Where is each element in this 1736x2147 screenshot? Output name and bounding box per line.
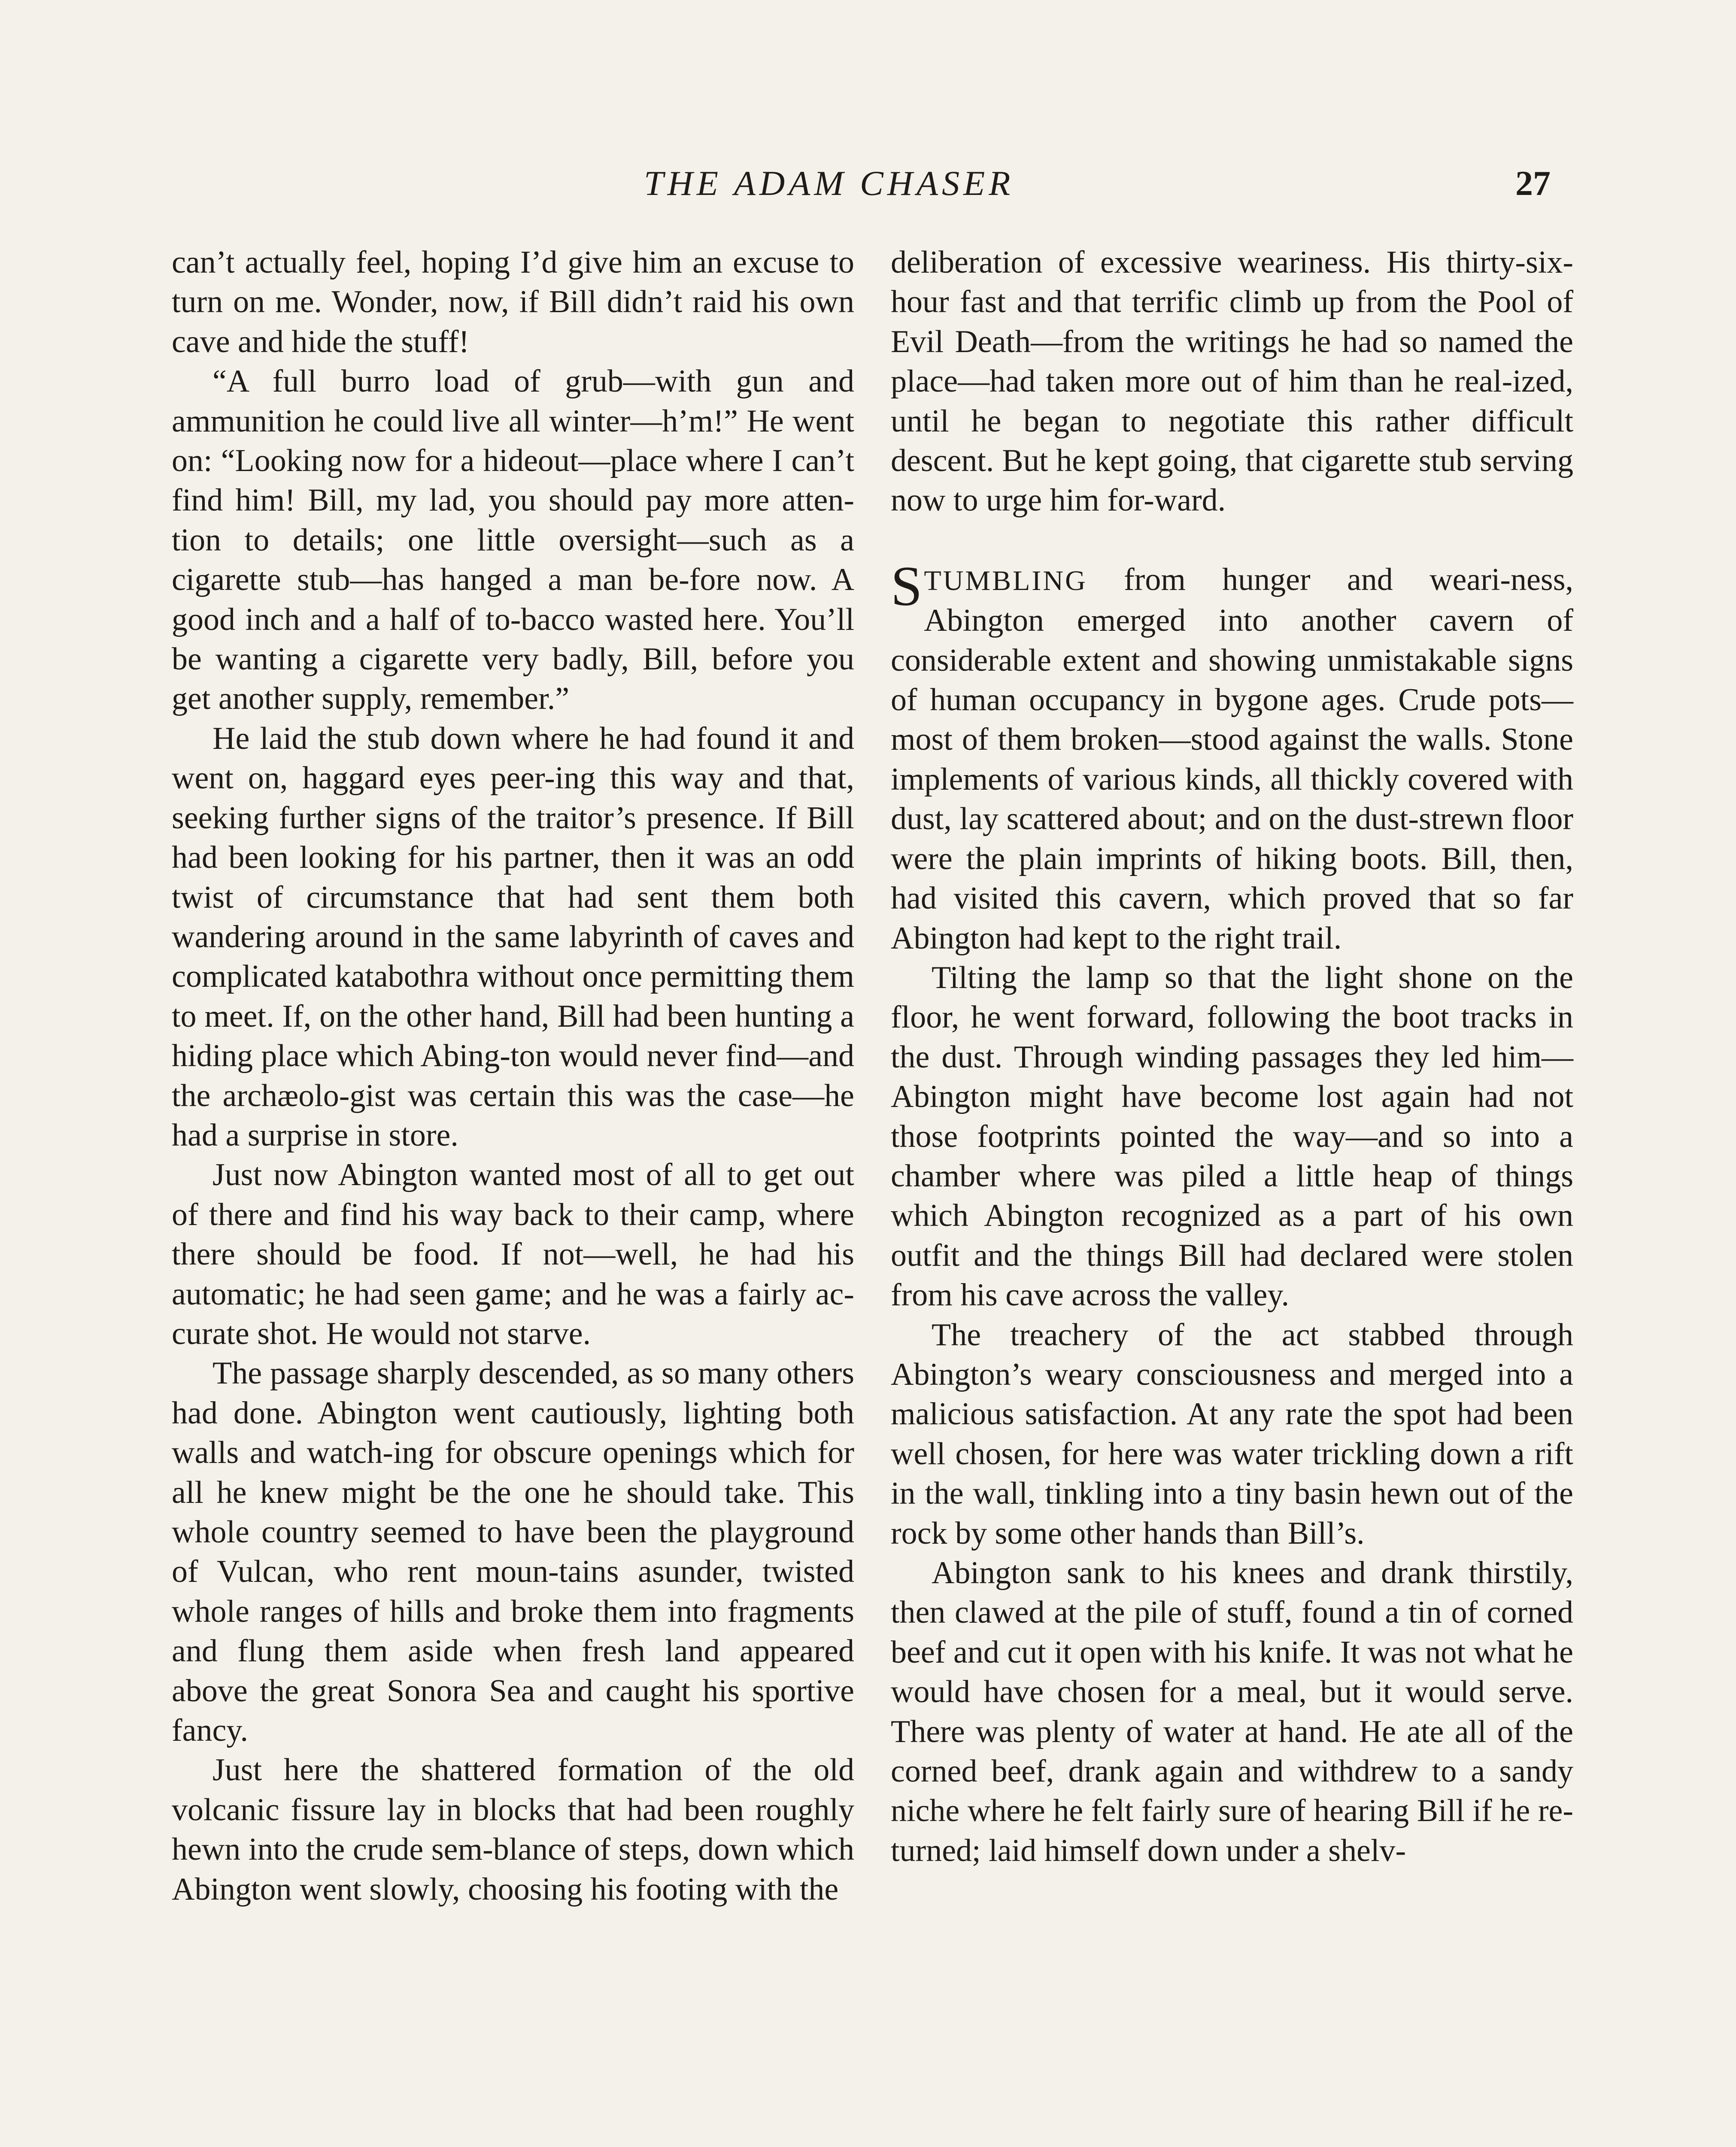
page-number: 27: [1515, 164, 1551, 203]
right-column: [891, 243, 1573, 1870]
paragraph: can’t actually feel, hoping I’d give him an excuse to turn on me. Wonder, now, if Bill didn’t raid his own cave and hide the stuff!: [172, 245, 854, 359]
section-opening-paragraph: [891, 554, 1573, 958]
paragraph: The treachery of the act stabbed through Abington’s weary consciousness and merged into a malicious satisfaction. At any rate the spot had been well chosen, for here was water trickling down a rift in the wall, tinkling into a tiny basin hewn out of the rock by some other hands than Bill’s.: [891, 1317, 1573, 1551]
paragraph-text: from hunger and weari-ness, Abington emerged into another cavern of considerable extent and showing unmistakable signs of human occupancy in bygone ages. Crude pots—most of them broken—stood against the walls. Stone implements of various kinds, all thickly covered with dust, lay scattered about; and on the dust-strewn floor were the plain imprints of hiking boots. Bill, then, had visited this cavern, which proved that so far Abington had kept to the right trail.: [891, 562, 1573, 956]
paragraph: He laid the stub down where he had found it and went on, haggard eyes peer-ing this way and that, seeking further signs of the traitor’s presence. If Bill had been looking for his partner, then it was an odd twist of circumstance that had sent them both wandering around in the same labyrinth of caves and complicated katabothra without once permitting them to meet. If, on the other hand, Bill had been hunting a hiding place which Abing-ton would never find—and the archæolo-gist was certain this was the case—he had a surprise in store.: [172, 721, 854, 1153]
small-caps-lead: TUMBLING: [924, 565, 1087, 596]
paragraph: Abington sank to his knees and drank thirstily, then clawed at the pile of stuff, found a tin of corned beef and cut it open with his knife. It was not what he would have chosen for a meal, but it would serve. There was plenty of water at hand. He ate all of the corned beef, drank again and withdrew to a sandy niche where he felt fairly sure of hearing Bill if he re-turned; laid himself down under a shelv-: [891, 1555, 1573, 1868]
paragraph: The passage sharply descended, as so many others had done. Abington went cautiously, lighting both walls and watch-ing for obscure openings which for all he knew might be the one he should take. This whole country seemed to have been the playground of Vulcan, who rent moun-tains asunder, twisted whole ranges of hills and broke them into fragments and flung them aside when fresh land appeared above the great Sonora Sea and caught his sportive fancy.: [172, 1356, 854, 1749]
left-column: [172, 243, 854, 1909]
paragraph: Just now Abington wanted most of all to get out of there and find his way back to their camp, where there should be food. If not—well, he had his automatic; he had seen game; and he was a fairly ac-curate shot. He would not starve.: [172, 1157, 854, 1351]
paragraph: Just here the shattered formation of the old volcanic fissure lay in blocks that had been roughly hewn into the crude sem-blance of steps, down which Abington went slowly, choosing his footing with the: [172, 1752, 854, 1907]
running-head: THE ADAM CHASER: [644, 164, 1014, 203]
paragraph: deliberation of excessive weariness. His thirty-six-hour fast and that terrific climb up from the Pool of Evil Death—from the writings he had so named the place—had taken more out of him than he real-ized, until he began to negotiate this rather difficult descent. But he kept going, that cigarette stub serving now to urge him for-ward.: [891, 245, 1573, 518]
paragraph: “A full burro load of grub—with gun and ammunition he could live all winter—h’m!” He went on: “Looking now for a hideout—place where I can’t find him! Bill, my lad, you should pay more atten-tion to details; one little oversight—such as a cigarette stub—has hanged a man be-fore now. A good inch and a half of to-bacco wasted here. You’ll be wanting a cigarette very badly, Bill, before you get another supply, remember.”: [172, 364, 854, 717]
drop-cap: S: [891, 554, 923, 617]
paragraph: Tilting the lamp so that the light shone on the floor, he went forward, following the boot tracks in the dust. Through winding passages they led him—Abington might have become lost again had not those footprints pointed the way—and so into a chamber where was piled a little heap of things which Abington recognized as a part of his own outfit and the things Bill had declared were stolen from his cave across the valley.: [891, 960, 1573, 1313]
